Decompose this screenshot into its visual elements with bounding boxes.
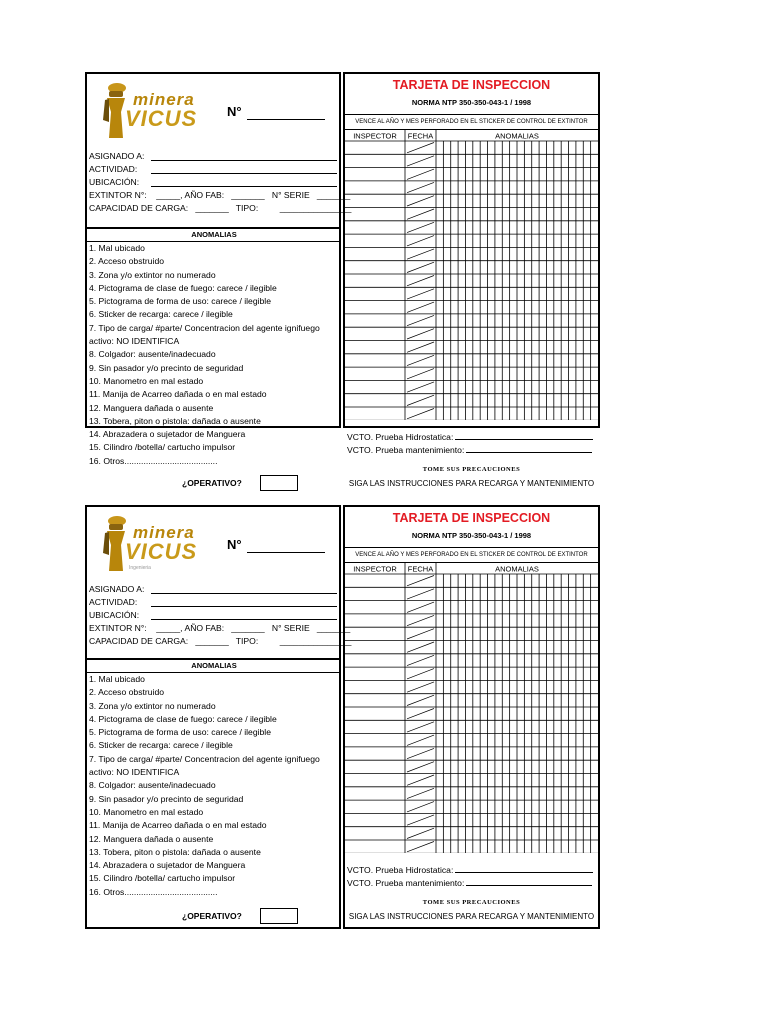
field-capacidad[interactable]: CAPACIDAD DE CARGA: _______ TIPO: _______________: [89, 203, 352, 213]
anomalia-item: 16. Otros.......................................: [89, 455, 218, 466]
anomalia-item: 5. Pictograma de forma de uso: carece / ilegible: [89, 727, 271, 738]
operativo-checkbox[interactable]: [260, 908, 298, 924]
logo-word-minera: minera: [133, 523, 195, 542]
anomalia-item: 13. Tobera, piton o pistola: dañada o ausente: [89, 415, 261, 426]
anomalias-list: [89, 242, 339, 468]
card-right-panel: [343, 72, 600, 488]
numero-field[interactable]: [247, 119, 325, 120]
field-ubicacion[interactable]: UBICACIÓN:: [89, 609, 337, 622]
extinguisher-fields: [89, 150, 352, 215]
card-title: TARJETA DE INSPECCION: [392, 511, 551, 525]
anomalia-item: activo: NO IDENTIFICA: [89, 767, 180, 778]
card-title: TARJETA DE INSPECCION: [392, 78, 551, 92]
inspection-grid[interactable]: [345, 563, 598, 853]
anomalia-item: 15. Cilindro /botella/ cartucho impulsor: [89, 442, 236, 453]
card-left-panel: [85, 72, 352, 488]
anomalia-item: 15. Cilindro /botella/ cartucho impulsor: [89, 873, 236, 884]
anomalia-item: 5. Pictograma de forma de uso: carece / ilegible: [89, 296, 271, 307]
norma-label: NORMA NTP 350-350-043-1 / 1998: [411, 531, 532, 540]
anomalia-item: 16. Otros.......................................: [89, 886, 218, 897]
anomalia-item: 10. Manometro en mal estado: [89, 806, 204, 817]
tome-precauciones: TOME SUS PRECAUCIONES: [422, 466, 521, 473]
anomalias-list: [89, 673, 339, 899]
field-ubicacion[interactable]: UBICACIÓN:: [89, 176, 337, 189]
vcto-mantenimiento[interactable]: VCTO. Prueba mantenimiento:: [347, 876, 592, 888]
field-asignado[interactable]: ASIGNADO A:: [89, 583, 337, 596]
anomalia-item: activo: NO IDENTIFICA: [89, 336, 180, 347]
anomalia-item: 3. Zona y/o extintor no numerado: [89, 269, 216, 280]
card-left-panel: [85, 505, 352, 929]
anomalia-item: 7. Tipo de carga/ #parte/ Concentracion del agente ignifuego: [89, 753, 320, 764]
minera-vicus-logo: [99, 82, 219, 142]
anomalia-item: 13. Tobera, piton o pistola: dañada o ausente: [89, 846, 261, 857]
anomalia-item: 2. Acceso obstruido: [89, 687, 165, 698]
anomalias-header: ANOMALIAS: [87, 227, 341, 242]
anomalia-item: 9. Sin pasador y/o precinto de seguridad: [89, 362, 244, 373]
col-anomalias-header: ANOMALIAS: [495, 131, 539, 141]
col-inspector-header: INSPECTOR: [353, 131, 397, 141]
minera-vicus-logo: [99, 515, 219, 575]
vence-note: VENCE AL AÑO Y MES PERFORADO EN EL STICKER DE CONTROL DE EXTINTOR: [345, 114, 598, 130]
anomalia-item: 3. Zona y/o extintor no numerado: [89, 700, 216, 711]
logo-word-vicus: VICUS: [125, 106, 198, 131]
operativo-checkbox[interactable]: [260, 475, 298, 491]
siga-instrucciones: SIGA LAS INSTRUCCIONES PARA RECARGA Y MANTENIMIENTO: [348, 479, 595, 488]
anomalia-item: 9. Sin pasador y/o precinto de seguridad: [89, 793, 244, 804]
col-fecha-header: FECHA: [407, 564, 434, 574]
anomalias-header: ANOMALIAS: [87, 658, 341, 673]
extinguisher-fields: [89, 583, 352, 648]
anomalia-item: 11. Manija de Acarreo dañada o en mal estado: [89, 389, 267, 400]
logo-word-vicus: VICUS: [125, 539, 198, 564]
field-extintor[interactable]: EXTINTOR N°: _____, AÑO FAB: _______ N° SERIE _______: [89, 190, 351, 200]
anomalia-item: 7. Tipo de carga/ #parte/ Concentracion del agente ignifuego: [89, 322, 320, 333]
col-fecha-header: FECHA: [407, 131, 434, 141]
norma-label: NORMA NTP 350-350-043-1 / 1998: [411, 98, 532, 107]
anomalia-item: 1. Mal ubicado: [89, 674, 145, 684]
field-extintor[interactable]: EXTINTOR N°: _____, AÑO FAB: _______ N° SERIE _______: [89, 623, 351, 633]
anomalia-item: 12. Manguera dañada o ausente: [89, 402, 214, 413]
anomalia-item: 1. Mal ubicado: [89, 243, 145, 253]
vcto-hidrostatica[interactable]: VCTO. Prueba Hidrostatica:: [347, 863, 593, 875]
anomalia-item: 8. Colgador: ausente/inadecuado: [89, 780, 216, 791]
logo-word-minera: minera: [133, 90, 195, 109]
siga-instrucciones: SIGA LAS INSTRUCCIONES PARA RECARGA Y MANTENIMIENTO: [348, 912, 595, 921]
inspection-card-2: [85, 505, 600, 929]
field-actividad[interactable]: ACTIVIDAD:: [89, 596, 337, 609]
anomalia-item: 6. Sticker de recarga: carece / ilegible: [89, 309, 233, 320]
operativo-label: ¿OPERATIVO?: [182, 911, 242, 921]
numero-field[interactable]: [247, 552, 325, 553]
field-actividad[interactable]: ACTIVIDAD:: [89, 163, 337, 176]
anomalia-item: 12. Manguera dañada o ausente: [89, 833, 214, 844]
anomalia-item: 11. Manija de Acarreo dañada o en mal estado: [89, 820, 267, 831]
anomalia-item: 4. Pictograma de clase de fuego: carece / ilegible: [89, 713, 277, 724]
numero-label: N°: [227, 537, 242, 552]
tome-precauciones: TOME SUS PRECAUCIONES: [422, 899, 521, 906]
anomalia-item: 14. Abrazadera o sujetador de Manguera: [89, 429, 246, 440]
col-anomalias-header: ANOMALIAS: [495, 564, 539, 574]
field-asignado[interactable]: ASIGNADO A:: [89, 150, 337, 163]
anomalia-item: 6. Sticker de recarga: carece / ilegible: [89, 740, 233, 751]
anomalia-item: 8. Colgador: ausente/inadecuado: [89, 349, 216, 360]
vcto-mantenimiento[interactable]: VCTO. Prueba mantenimiento:: [347, 443, 592, 455]
inspection-card-1: [85, 72, 600, 488]
vcto-hidrostatica[interactable]: VCTO. Prueba Hidrostatica:: [347, 430, 593, 442]
inspection-grid[interactable]: [345, 130, 598, 420]
anomalia-item: 14. Abrazadera o sujetador de Manguera: [89, 860, 246, 871]
field-capacidad[interactable]: CAPACIDAD DE CARGA: _______ TIPO: _______________: [89, 636, 352, 646]
numero-label: N°: [227, 104, 242, 119]
operativo-label: ¿OPERATIVO?: [182, 478, 242, 488]
col-inspector-header: INSPECTOR: [353, 564, 397, 574]
anomalia-item: 10. Manometro en mal estado: [89, 375, 204, 386]
logo-subtitle: Ingenieria: [129, 565, 151, 571]
anomalia-item: 4. Pictograma de clase de fuego: carece / ilegible: [89, 282, 277, 293]
anomalia-item: 2. Acceso obstruido: [89, 256, 165, 267]
vence-note: VENCE AL AÑO Y MES PERFORADO EN EL STICKER DE CONTROL DE EXTINTOR: [345, 547, 598, 563]
card-right-panel: [343, 505, 600, 929]
